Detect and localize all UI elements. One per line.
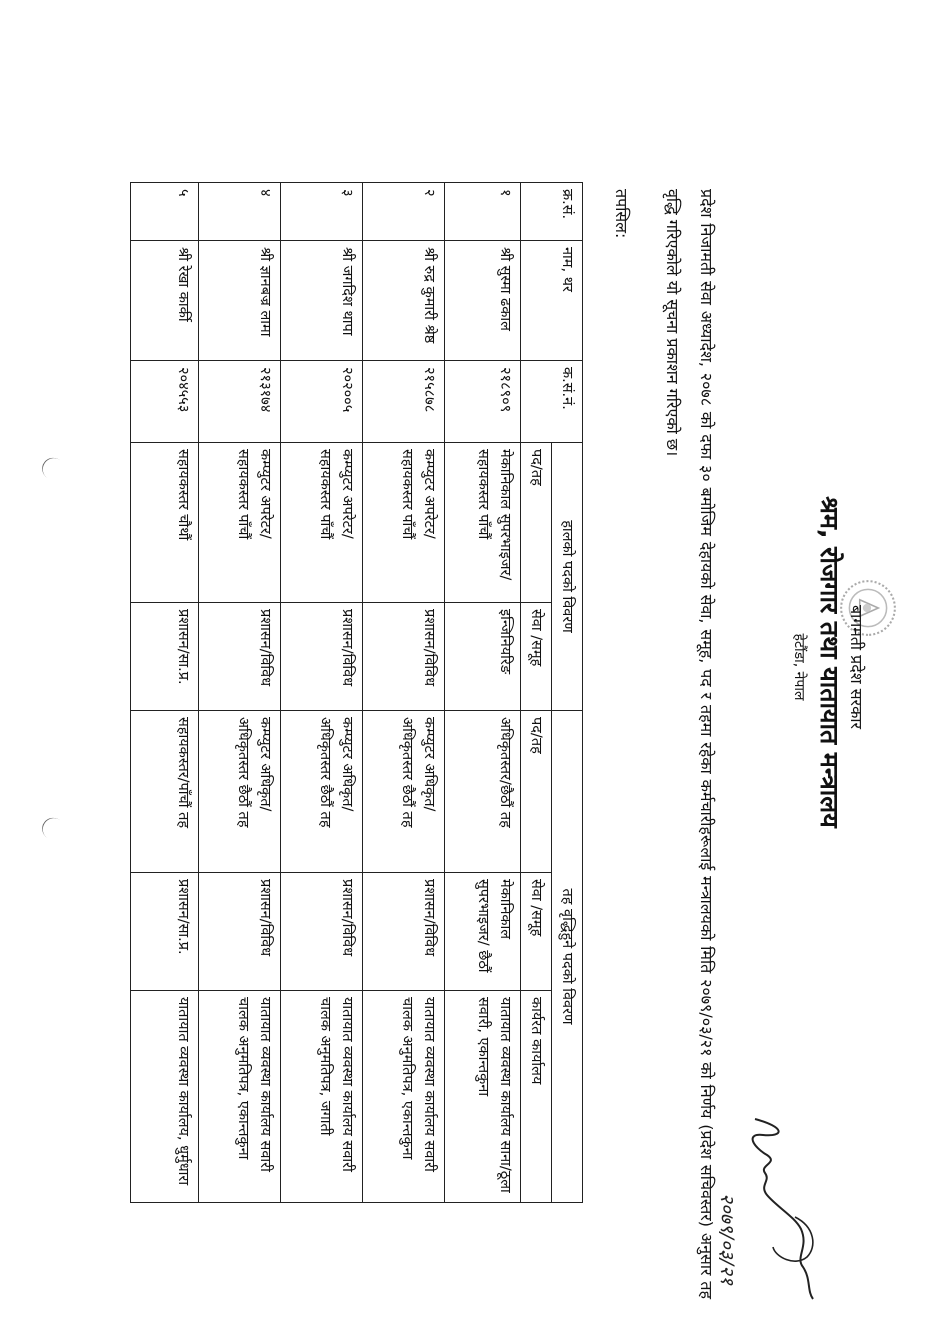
header-name: नाम, थर xyxy=(521,241,583,361)
cell-new-service: प्रशासन/सा.प्र. xyxy=(131,873,199,991)
cell-new-post: सहायकस्तर/पाँचौं तह xyxy=(131,711,199,873)
cell-cur-service: प्रशासन/विविध xyxy=(363,603,445,711)
header-cur-post-level: पद/तह xyxy=(521,443,552,603)
table-row xyxy=(131,183,199,1203)
cell-cur-post: सहायकस्तर चौथौं xyxy=(131,443,199,603)
cell-office: यातायात व्यवस्था कार्यालय सवारी चालक अनुमतिपत्र, एकान्तकुना xyxy=(363,991,445,1203)
cell-new-service: प्रशासन/विविध xyxy=(199,873,281,991)
cell-sn: २ xyxy=(363,183,445,241)
document-page xyxy=(13,22,903,1312)
cell-new-service: प्रशासन/विविध xyxy=(363,873,445,991)
ministry-location: हेटौंडा, नेपाल xyxy=(791,633,807,701)
cell-new-service: प्रशासन/विविध xyxy=(281,873,363,991)
cell-office: यातायात व्यवस्था कार्यालय सवारी चालक अनुमतिपत्र, जगाती xyxy=(281,991,363,1203)
cell-name: श्री ज्ञानबज्र लामा xyxy=(199,241,281,361)
cell-new-service: मेकानिकाल सुपरभाइजर/ छैठौं xyxy=(445,873,521,991)
notice-paragraph: प्रदेश निजामती सेवा अध्यादेश, २०७८ को दफा ३० बमोजिम देहायको सेवा, समूह, पद र तहमा रहेका कर्मचारीहरूलाई मन्त्रालयको मिति २०७९/०३/२१ को निर्णय (प्रदेश सचिवस्तर) अनुसार तह वृद्धि गरिएकोले यो सूचना प्रकाशन गरिएको छ। xyxy=(663,189,716,1299)
cell-cur-post: कम्प्युटर अपरेटर/सहायकस्तर पाँचौं xyxy=(199,443,281,603)
cell-sn: ४ xyxy=(199,183,281,241)
cell-office: यातायात व्यवस्था कार्यालय सवारी चालक अनुमतिपत्र, एकान्तकुना xyxy=(199,991,281,1203)
header-new-post-level: पद/तह xyxy=(521,711,552,873)
cell-name: श्री रुद्र कुमारी श्रेष्ठ xyxy=(363,241,445,361)
government-name: बागमती प्रदेश सरकार xyxy=(847,604,866,730)
svg-text:२०७९/०३/२१: २०७९/०३/२१ xyxy=(716,1193,738,1285)
cell-cur-post: कम्प्युटर अपरेटर/सहायकस्तर पाँचौं xyxy=(281,443,363,603)
cell-new-post: कम्प्युटर अधिकृत/अधिकृतस्तर छैठौं तह xyxy=(281,711,363,873)
table-row xyxy=(363,183,445,1203)
cell-cur-service: प्रशासन/सा.प्र. xyxy=(131,603,199,711)
cell-office: यातायात व्यवस्था कार्यालय साना/ठूला सवारी, एकान्तकुना xyxy=(445,991,521,1203)
cell-ksn: २१५८७८ xyxy=(363,361,445,443)
cell-new-post: कम्प्युटर अधिकृत/अधिकृतस्तर छैठौं तह xyxy=(363,711,445,873)
cell-cur-service: प्रशासन/विविध xyxy=(281,603,363,711)
header-cur-service-group: सेवा /समूह xyxy=(521,603,552,711)
cell-ksn: २०४५५३ xyxy=(131,361,199,443)
cell-new-post: अधिकृतस्तर/छैठौं तह xyxy=(445,711,521,873)
cell-office: यातायात व्यवस्था कार्यालय, धुर्मुधारा xyxy=(131,991,199,1203)
cell-sn: ५ xyxy=(131,183,199,241)
cell-name: श्री जगदिश थापा xyxy=(281,241,363,361)
cell-ksn: २०२००५ xyxy=(281,361,363,443)
header-current-post: हालको पदको विवरण xyxy=(552,443,583,711)
cell-ksn: २१३१७४ xyxy=(199,361,281,443)
cell-cur-post: कम्प्युटर अपरेटर/ सहायकस्तर पाँचौं xyxy=(363,443,445,603)
header-ksn: क.सं.नं. xyxy=(521,361,583,443)
cell-name: श्री रेखा कार्की xyxy=(131,241,199,361)
ministry-name: श्रम, रोजगार तथा यातायात मन्त्रालय xyxy=(815,496,844,828)
cell-ksn: २१८९०९ xyxy=(445,361,521,443)
table-row xyxy=(281,183,363,1203)
cell-sn: ३ xyxy=(281,183,363,241)
header-office: कार्यरत कार्यालय xyxy=(521,991,552,1203)
cell-cur-service: इन्जिनियरिङ xyxy=(445,603,521,711)
cell-new-post: कम्प्युटर अधिकृत/अधिकृतस्तर छैठौं तह xyxy=(199,711,281,873)
cell-name: श्री सुस्मा ढकाल xyxy=(445,241,521,361)
signature-with-date xyxy=(675,1107,825,1307)
header-sn: क्र.सं. xyxy=(521,183,583,241)
cell-cur-service: प्रशासन/विविध xyxy=(199,603,281,711)
promotion-table xyxy=(130,182,583,1203)
header-promoted-post: तह वृद्धिहुने पदको विवरण xyxy=(552,711,583,1203)
table-row xyxy=(445,183,521,1203)
header-new-service-group: सेवा /समूह xyxy=(521,873,552,991)
table-row xyxy=(199,183,281,1203)
cell-cur-post: मेकानिकाल सुपरभाइजर/ सहायकस्तर पाँचौं xyxy=(445,443,521,603)
details-label: तपसिल: xyxy=(612,189,631,239)
cell-sn: १ xyxy=(445,183,521,241)
